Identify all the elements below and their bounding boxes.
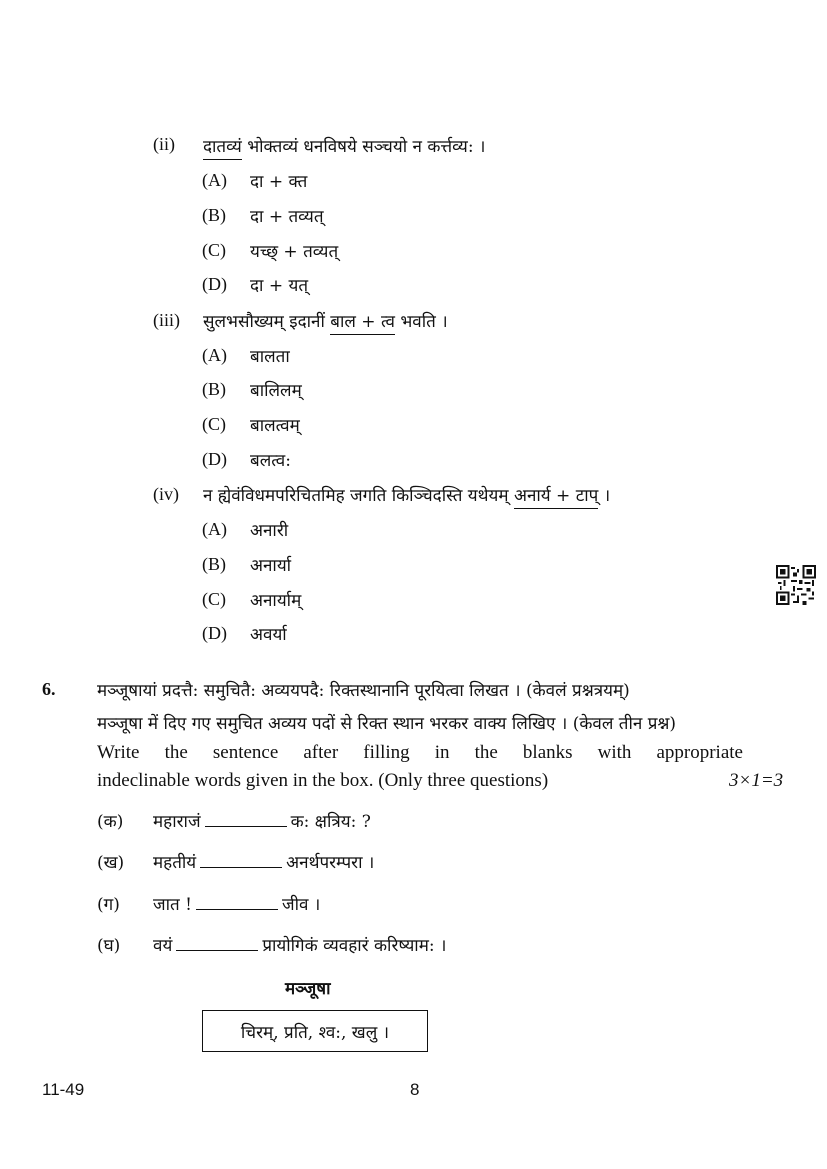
option-label: (C): [202, 414, 226, 434]
part-question: [203, 483, 610, 506]
option-label: (B): [202, 379, 226, 399]
option-label: (C): [202, 240, 226, 260]
underlined-word: बाल + त्व: [330, 312, 395, 335]
option-label: (A): [202, 170, 227, 190]
answer-blank: [176, 936, 258, 951]
fill-in-sentence: [153, 809, 371, 832]
underlined-word: अनार्य + टाप्: [514, 486, 598, 509]
option-text: अनार्याम्: [250, 591, 302, 611]
sentence-start: जात !: [153, 895, 192, 915]
option-text: बलत्व:: [250, 451, 291, 471]
option-label: (A): [202, 345, 227, 365]
question-number: 6.: [42, 679, 56, 699]
sentence-end: जीव ।: [281, 895, 321, 915]
sentence-start: महाराजं: [153, 812, 201, 832]
fill-in-sentence: [153, 850, 374, 873]
underlined-word: दातव्यं: [203, 137, 242, 160]
option-text: यच्छ् + तव्यत्: [250, 242, 339, 262]
item-label: (घ): [97, 936, 121, 956]
question-text: न ह्येवंविधमपरिचितमिह जगति किञ्चिदस्ति यथेयम्: [203, 486, 514, 506]
page-number: 8: [410, 1080, 420, 1099]
question-text: भवति ।: [394, 312, 448, 332]
item-label: (क): [97, 812, 124, 832]
sentence-end: अनर्थपरम्परा ।: [286, 853, 375, 873]
part-question: [203, 134, 485, 157]
option-text: दा + यत्: [250, 276, 309, 296]
option-text: दा + तव्यत्: [250, 207, 324, 227]
sentence-start: वयं: [153, 936, 173, 956]
option-label: (B): [202, 205, 226, 225]
marks: 3×1=3: [729, 770, 784, 791]
part-label: (iv): [153, 484, 179, 504]
item-label: (ख): [97, 853, 125, 873]
instruction-english: indeclinable words given in the box. (Only three questions): [97, 770, 549, 791]
instruction-english: Write the sentence after filling in the blanks with appropriate: [97, 742, 743, 763]
option-text: अनार्या: [250, 556, 292, 576]
option-text: अनारी: [250, 521, 289, 541]
option-text: बालिलम्: [250, 381, 302, 401]
answer-blank: [200, 853, 282, 868]
option-text: दा + क्त: [250, 172, 308, 192]
qr-code-icon: [776, 565, 816, 605]
part-question: [203, 309, 448, 332]
answer-blank: [205, 812, 287, 827]
option-label: (D): [202, 449, 227, 469]
paper-code: 11-49: [42, 1080, 85, 1099]
option-text: बालत्वम्: [250, 416, 300, 436]
option-label: (C): [202, 589, 226, 609]
sentence-end: प्रायोगिकं व्यवहारं करिष्याम: ।: [262, 936, 447, 956]
question-text: भोक्तव्यं धनविषये सञ्चयो न कर्त्तव्य: ।: [241, 137, 486, 157]
option-text: अवर्या: [250, 625, 287, 645]
question-text: सुलभसौख्यम् इदानीं: [203, 312, 331, 332]
instruction-sanskrit: मञ्जूषायां प्रदत्तै: समुचितै: अव्ययपदै: रिक्तस्थानानि पूरयित्वा लिखत । (केवलं प्रश्नत्रयम्): [97, 681, 630, 701]
option-text: बालता: [250, 347, 290, 367]
sentence-start: महतीयं: [153, 853, 197, 873]
part-label: (ii): [153, 134, 175, 154]
part-label: (iii): [153, 310, 180, 330]
box-title: मञ्जूषा: [285, 979, 331, 999]
fill-in-sentence: [153, 892, 320, 915]
option-label: (B): [202, 554, 226, 574]
question-text: ।: [598, 486, 611, 506]
fill-in-sentence: [153, 933, 446, 956]
instruction-hindi: मञ्जूषा में दिए गए समुचित अव्यय पदों से रिक्त स्थान भरकर वाक्य लिखिए । (केवल तीन प्रश्न): [97, 714, 677, 734]
option-label: (A): [202, 519, 227, 539]
answer-blank: [196, 895, 278, 910]
box-words: चिरम्, प्रति, श्व:, खलु ।: [240, 1023, 390, 1043]
word-box: [202, 1010, 428, 1052]
option-label: (D): [202, 623, 227, 643]
option-label: (D): [202, 274, 227, 294]
sentence-end: क: क्षत्रिय: ?: [290, 812, 371, 832]
item-label: (ग): [97, 895, 120, 915]
